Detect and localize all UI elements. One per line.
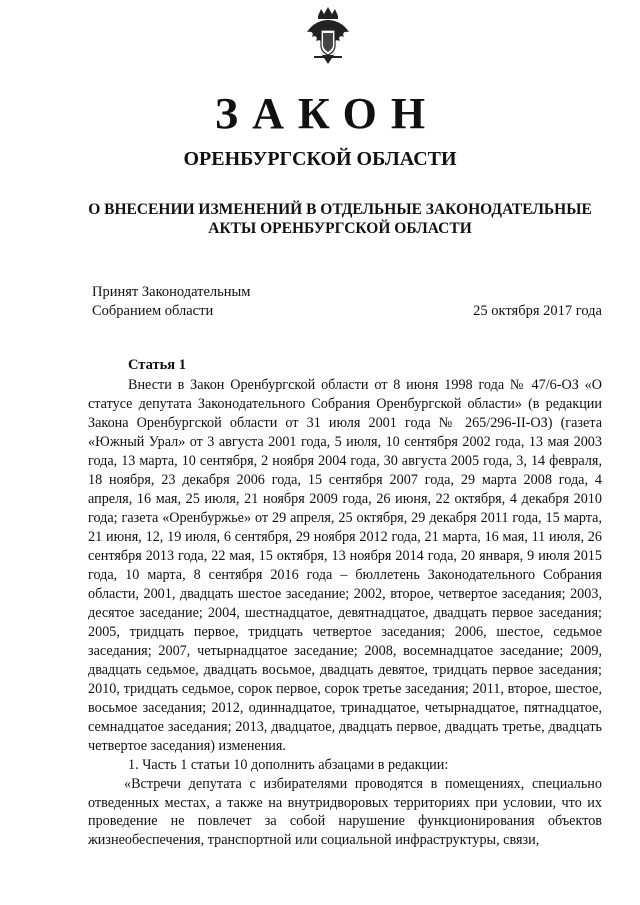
article-1-paragraph-1: Внести в Закон Оренбургской области от 8 июня 1998 года № 47/6-ОЗ «О статусе депутата Законодательного Собрания Оренбургской области» (в редакции Закона Оренбургской области от 31 июля 2001 года № 265/296-II-ОЗ) (газета «Южный Урал» от 3 августа 2001 года, 5 июля, 10 сентября 2002 года, 13 мая 2003 года, 13 марта, 10 сентября, 2 ноября 2004 года, 30 августа 2005 года, 3, 14 февраля, 18 ноября, 23 декабря 2006 года, 15 сентября 2007 года, 29 марта 2008 года, 4 апреля, 16 мая, 25 июля, 21 ноября 2009 года, 26 июня, 22 октября, 4 декабря 2010 года; газета «Оренбуржье» от 29 апреля, 25 октября, 29 декабря 2011 года, 15 марта, 21 июня, 12, 19 июля, 6 сентября, 29 ноября 2012 года, 21 марта, 16 мая, 11 июля, 26 сентября 2013 года, 22 мая, 15 октября, 13 ноября 2014 года, 20 января, 9 июля 2015 года, 10 марта, 8 сентября 2016 года – бюллетень Законодательного Собрания области, 2001, двадцать шестое заседание; 2002, второе, четвертое заседания; 2003, десятое заседание; 2004, шестнадцатое, девятнадцатое, двадцать первое заседания; 2005, тридцать первое, тридцать четвертое заседания; 2006, шестое, седьмое заседания; 2007, четырнадцатое заседание; 2008, восемнадцатое заседание; 2009, двадцать седьмое, двадцать восьмое, двадцать девятое, тридцать первое заседания; 2010, тридцать седьмое, сорок первое, сорок третье заседания; 2011, второе, шестое, восьмое заседания; 2012, одиннадцатое, тринадцатое, четырнадцатое, пятнадцатое, семнадцатое заседания; 2013, двадцатое, двадцать первое, двадцать третье, двадцать четвертое заседания) изменения. xyxy=(88,377,602,754)
article-1-body xyxy=(88,376,602,849)
adoption-line-2: Собранием области xyxy=(92,303,214,319)
adoption-line-1: Принят Законодательным xyxy=(92,284,251,300)
article-1-paragraph-2: 1. Часть 1 статьи 10 дополнить абзацами в редакции: xyxy=(128,757,449,773)
document-type-heading: ЗАКОН xyxy=(214,89,440,138)
adoption-body xyxy=(92,283,250,321)
article-1-paragraph-3: «Встречи депутата с избирателями проводятся в помещениях, специально отведенных местах, а также на внутридворовых территориях при условии, что их проведение не повлечет за собой нарушение функционирования объектов жизнеобеспечения, транспортной или социальной инфраструктуры, связи, xyxy=(88,776,602,848)
adoption-date: 25 октября 2017 года xyxy=(473,303,602,319)
coat-of-arms-icon xyxy=(304,6,352,66)
region-heading: ОРЕНБУРГСКОЙ ОБЛАСТИ xyxy=(183,148,457,170)
law-subject-title: О ВНЕСЕНИИ ИЗМЕНЕНИЙ В ОТДЕЛЬНЫЕ ЗАКОНОДАТЕЛЬНЫЕ АКТЫ ОРЕНБУРГСКОЙ ОБЛАСТИ xyxy=(88,201,592,237)
article-1-heading: Статья 1 xyxy=(128,357,186,373)
